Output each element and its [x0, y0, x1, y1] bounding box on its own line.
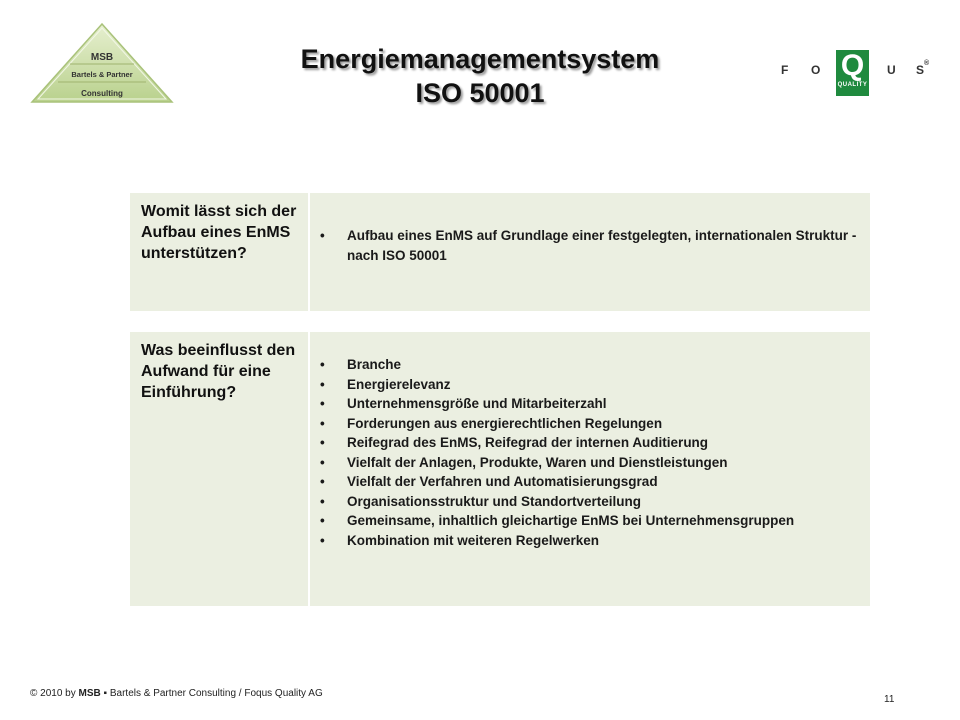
foqus-letter-f: F	[781, 63, 789, 77]
question-text-2: Was beeinflusst den Aufwand für eine Einführung?	[141, 342, 296, 401]
title-line-1: Energiemanagementsystem	[300, 44, 660, 74]
answer-list-1	[320, 226, 860, 265]
bullet-icon: •	[320, 435, 325, 450]
question-text-1: Womit lässt sich der Aufbau eines EnMS unterstützen?	[141, 203, 297, 262]
foqus-letter-u: U	[887, 63, 896, 77]
page-title	[250, 42, 710, 110]
list-item	[320, 414, 860, 434]
page-number: 11	[884, 694, 895, 705]
list-item-text: Gemeinsame, inhaltlich gleichartige EnMS bei Unternehmensgruppen	[347, 513, 795, 528]
list-item	[320, 453, 860, 473]
bullet-icon: •	[320, 513, 325, 528]
list-item-text: Reifegrad des EnMS, Reifegrad der internen Auditierung	[347, 435, 709, 450]
title-line-2: ISO 50001	[415, 78, 545, 108]
foqus-logo	[775, 50, 935, 98]
answer-cell-2	[310, 332, 870, 606]
list-item	[320, 531, 860, 551]
list-item	[320, 226, 860, 265]
list-item	[320, 375, 860, 395]
foqus-q-badge	[836, 50, 869, 96]
list-item	[320, 394, 860, 414]
bullet-icon: •	[320, 493, 325, 509]
list-item-text: Forderungen aus energierechtlichen Regelungen	[347, 415, 663, 431]
foqus-letter-s: S	[916, 63, 925, 77]
footer-copyright-rest: ▪ Bartels & Partner Consulting / Foqus Quality AG	[100, 688, 323, 699]
list-item-text: Organisationsstruktur und Standortverteilung	[347, 493, 642, 509]
bullet-icon: •	[320, 357, 325, 372]
msb-logo	[30, 20, 175, 104]
bullet-icon: •	[320, 415, 325, 431]
list-item	[320, 355, 860, 375]
bullet-icon: •	[320, 454, 325, 470]
bullet-icon: •	[320, 228, 325, 243]
msb-logo-line2: Bartels & Partner	[71, 70, 133, 79]
bullet-icon: •	[320, 474, 325, 489]
list-item-text: Unternehmensgröße und Mitarbeiterzahl	[347, 396, 607, 411]
question-cell-2	[130, 332, 310, 606]
info-row-1	[130, 193, 870, 311]
list-item	[320, 433, 860, 453]
list-item	[320, 472, 860, 492]
bullet-icon: •	[320, 532, 325, 548]
bullet-icon: •	[320, 376, 325, 392]
foqus-quality-label: QUALITY	[837, 82, 868, 88]
answer-cell-1	[310, 193, 870, 311]
list-item	[320, 511, 860, 531]
footer-msb: MSB	[78, 688, 101, 699]
list-item-text: Vielfalt der Verfahren und Automatisierungsgrad	[347, 474, 658, 489]
foqus-q-letter: Q	[840, 49, 865, 82]
question-cell-1	[130, 193, 310, 311]
list-item-text: Vielfalt der Anlagen, Produkte, Waren und Dienstleistungen	[347, 454, 728, 470]
info-row-2	[130, 332, 870, 606]
list-item	[320, 492, 860, 512]
msb-logo-line1: MSB	[90, 52, 114, 63]
list-item-text: Aufbau eines EnMS auf Grundlage einer festgelegten, internationalen Struktur - nach ISO 50001	[347, 228, 857, 263]
footer-copyright	[30, 688, 323, 699]
answer-list-2	[320, 355, 860, 550]
footer-copyright-prefix: © 2010 by	[30, 688, 79, 699]
registered-mark: ®	[924, 60, 930, 67]
list-item-text: Kombination mit weiteren Regelwerken	[347, 532, 600, 548]
foqus-letter-o: O	[811, 63, 821, 77]
bullet-icon: •	[320, 396, 325, 411]
list-item-text: Energierelevanz	[347, 376, 451, 392]
list-item-text: Branche	[347, 357, 402, 372]
msb-logo-line3: Consulting	[81, 89, 123, 98]
